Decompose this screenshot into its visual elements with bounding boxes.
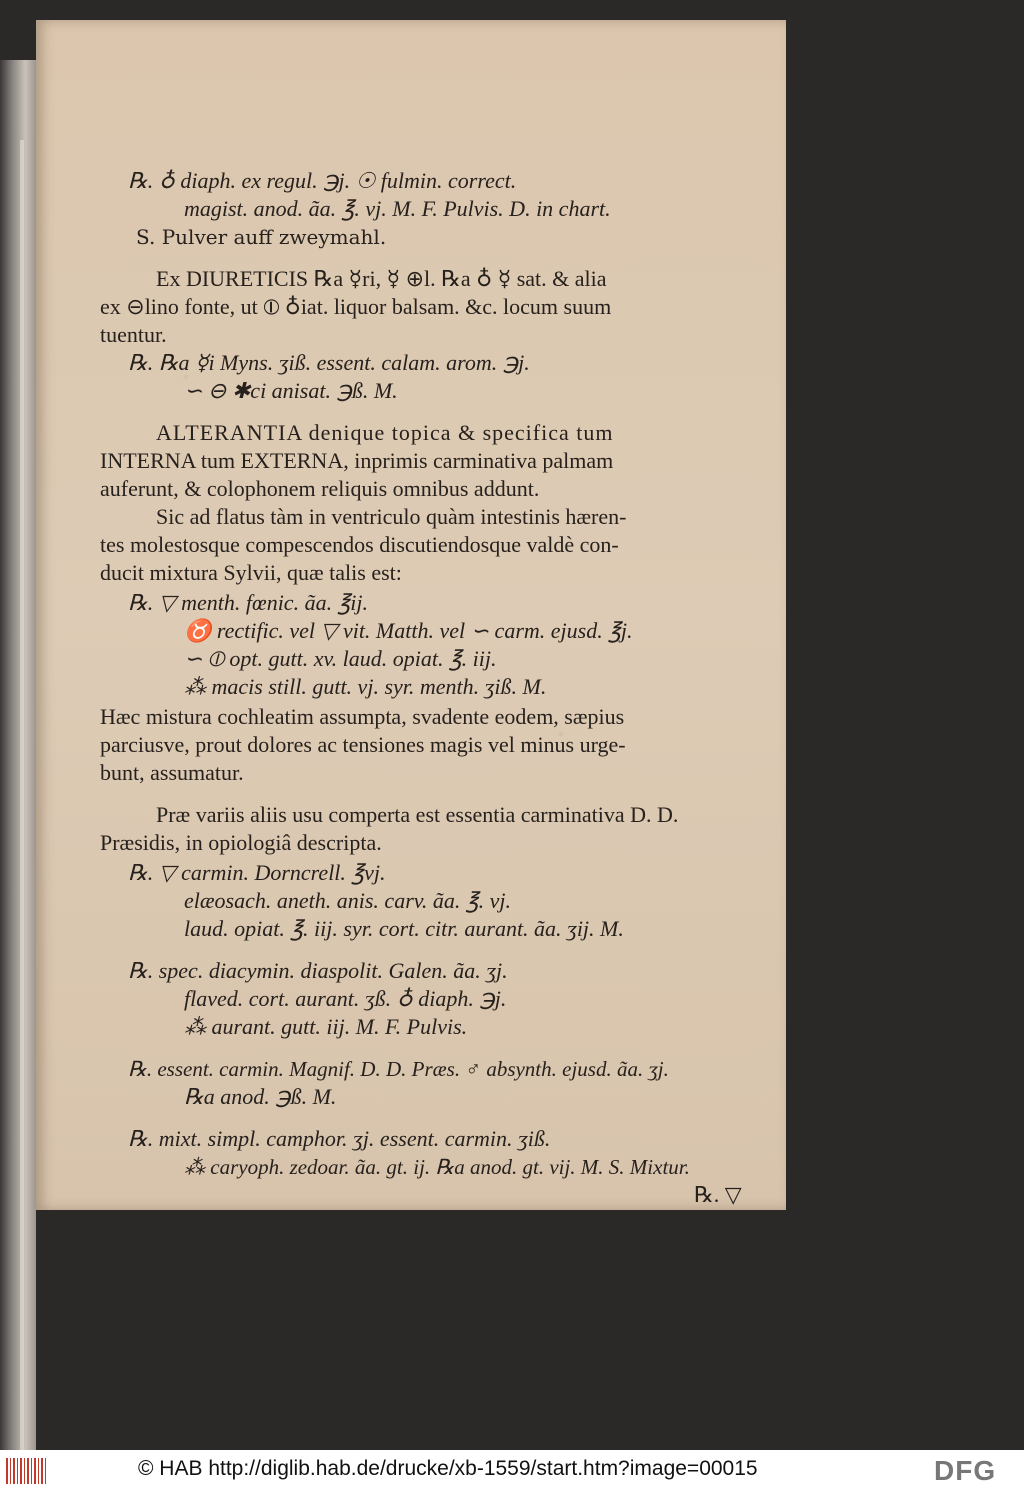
- text-line: ∽ ⊖ ✱ci anisat. ℈ß. M.: [184, 378, 398, 403]
- text-line: flaved. cort. aurant. ʒß. ♁ diaph. ℈j.: [184, 986, 507, 1011]
- text-line: auferunt, & colophonem reliquis omnibus addunt.: [100, 476, 540, 501]
- text-line: INTERNA tum EXTERNA, inprimis carminativa palmam: [100, 448, 614, 473]
- page-edge-highlight: [20, 140, 24, 1470]
- text-line: S. Pulver auff zweymahl.: [136, 225, 387, 249]
- text-line: ℞a anod. ℈ß. M.: [184, 1084, 337, 1109]
- text-line: ♉ rectific. vel ▽ vit. Matth. vel ∽ carm. ejusd. ℥j.: [184, 618, 633, 643]
- text-line: laud. opiat. ℥. iij. syr. cort. citr. aurant. ãa. ʒij. M.: [184, 916, 624, 941]
- previous-page-edge: [0, 60, 36, 1450]
- text-line: ex ⊖lino fonte, ut ⦶ ♁iat. liquor balsam. &c. locum suum: [100, 294, 612, 319]
- text-line: ∽ ⦶ opt. gutt. xv. laud. opiat. ℥. iij.: [184, 646, 497, 671]
- text-line: elæosach. aneth. anis. carv. ãa. ℥. vj.: [184, 888, 511, 913]
- text-line: ℞. spec. diacymin. diaspolit. Galen. ãa. ʒj.: [128, 958, 508, 983]
- text-line: bunt, assumatur.: [100, 760, 244, 785]
- text-line: ⁂ aurant. gutt. iij. M. F. Pulvis.: [184, 1014, 468, 1039]
- text-line: ℞. mixt. simpl. camphor. ʒj. essent. carmin. ʒiß.: [128, 1126, 551, 1151]
- text-line: ℞. ▽ carmin. Dorncrell. ℥vj.: [128, 860, 386, 885]
- dfg-logo: DFG: [934, 1455, 997, 1486]
- text-line: tes molestosque compescendos discutiendosque valdè con-: [100, 532, 619, 557]
- text-line: ℞. ℞a ☿i Myns. ʒiß. essent. calam. arom. ℈j.: [128, 350, 530, 375]
- text-line: ALTERANTIA denique topica & specifica tum: [156, 420, 614, 445]
- text-line: magist. anod. ãa. ℥. vj. M. F. Pulvis. D. in chart.: [184, 196, 611, 221]
- text-line: Præ variis aliis usu comperta est essentia carminativa D. D.: [156, 802, 679, 827]
- library-logo-icon: [6, 1458, 46, 1484]
- text-line: Ex DIURETICIS ℞a ☿ri, ☿ ⊕l. ℞a ♁ ☿ sat. & alia: [156, 266, 607, 291]
- text-line: ducit mixtura Sylvii, quæ talis est:: [100, 560, 402, 585]
- text-line: ℞. ▽ menth. fœnic. ãa. ℥ij.: [128, 590, 369, 615]
- copyright-url[interactable]: © HAB http://diglib.hab.de/drucke/xb-1559/start.htm?image=00015: [138, 1457, 758, 1480]
- text-line: ℞. essent. carmin. Magnif. D. D. Præs. ♂ absynth. ejusd. ãa. ʒj.: [128, 1057, 669, 1081]
- text-line: ℞. ♁ diaph. ex regul. ℈j. ☉ fulmin. correct.: [128, 168, 517, 193]
- book-page: [36, 20, 786, 1210]
- text-line: Præsidis, in opiologiâ descripta.: [100, 830, 382, 855]
- text-line: parciusve, prout dolores ac tensiones magis vel minus urge-: [100, 732, 626, 757]
- page-text: [36, 20, 786, 1210]
- footer-bar: [0, 1450, 1024, 1490]
- text-line: ⁂ macis still. gutt. vj. syr. menth. ʒiß. M.: [184, 674, 547, 699]
- text-line: ⁂ caryoph. zedoar. ãa. gt. ij. ℞a anod. gt. vij. M. S. Mixtur.: [184, 1155, 690, 1179]
- text-line: Sic ad flatus tàm in ventriculo quàm intestinis hæren-: [156, 504, 627, 529]
- text-line: Hæc mistura cochleatim assumpta, svadente eodem, sæpius: [100, 704, 625, 729]
- catchword: ℞. ▽: [694, 1182, 742, 1207]
- text-line: tuentur.: [100, 322, 167, 347]
